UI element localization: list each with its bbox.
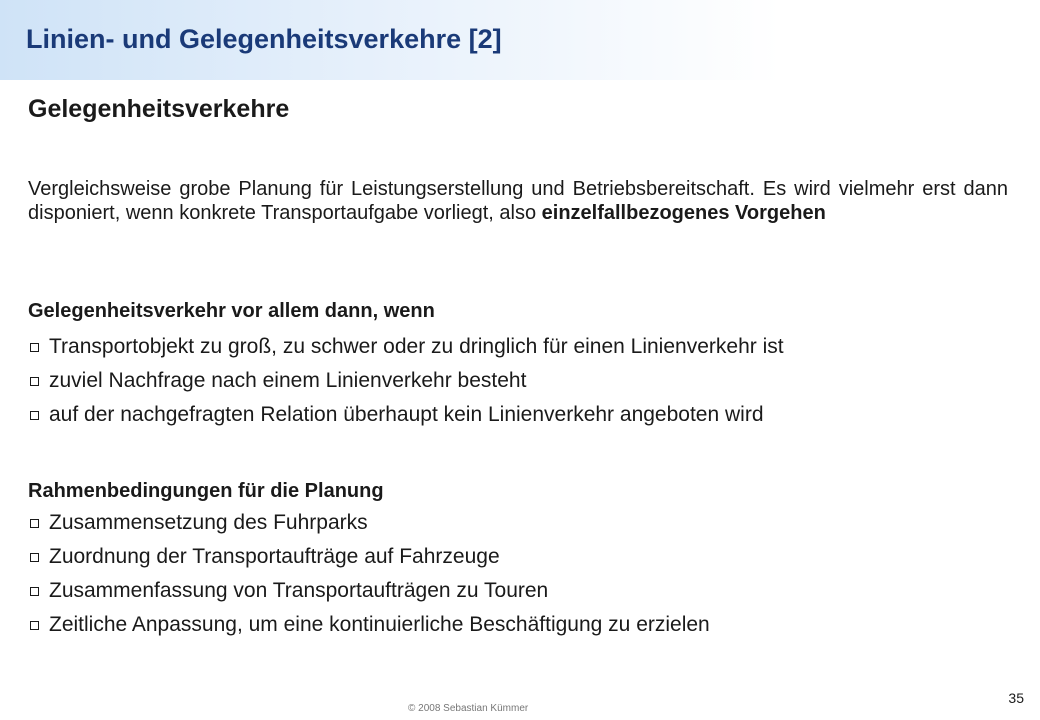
list-item [28, 330, 784, 364]
intro-paragraph-bold: einzelfallbezogenes Vorgehen [541, 202, 826, 224]
copyright-footer: © 2008 Sebastian Kümmer [408, 703, 529, 714]
bullet-list-conditions [28, 330, 784, 432]
group-heading-planning: Rahmenbedingungen für die Planung [28, 480, 384, 502]
checkbox-bullet-icon [30, 553, 39, 562]
list-item [28, 398, 784, 432]
checkbox-bullet-icon [30, 587, 39, 596]
section-heading: Gelegenheitsverkehre [28, 95, 290, 123]
list-item-text: Zuordnung der Transportaufträge auf Fahrzeuge [49, 545, 500, 568]
intro-paragraph [28, 177, 1008, 225]
checkbox-bullet-icon [30, 377, 39, 386]
list-item-text: Transportobjekt zu groß, zu schwer oder zu dringlich für einen Linienverkehr ist [49, 335, 784, 358]
page-number: 35 [1008, 690, 1024, 706]
list-item-text: zuviel Nachfrage nach einem Linienverkehr besteht [49, 369, 527, 392]
checkbox-bullet-icon [30, 519, 39, 528]
list-item [28, 364, 784, 398]
intro-paragraph-text: Vergleichsweise grobe Planung für Leistungserstellung und Betriebsbereitschaft. Es wird vielmehr erst dann disponiert, wenn konkrete Transportaufgabe vorliegt, also [28, 178, 1008, 224]
list-item [28, 574, 710, 608]
list-item-text: Zeitliche Anpassung, um eine kontinuierliche Beschäftigung zu erzielen [49, 613, 710, 636]
checkbox-bullet-icon [30, 621, 39, 630]
list-item [28, 540, 710, 574]
bullet-list-planning [28, 506, 710, 642]
list-item [28, 608, 710, 642]
list-item [28, 506, 710, 540]
checkbox-bullet-icon [30, 411, 39, 420]
group-heading-conditions: Gelegenheitsverkehr vor allem dann, wenn [28, 300, 435, 322]
checkbox-bullet-icon [30, 343, 39, 352]
list-item-text: Zusammensetzung des Fuhrparks [49, 511, 368, 534]
list-item-text: Zusammenfassung von Transportaufträgen zu Touren [49, 579, 549, 602]
list-item-text: auf der nachgefragten Relation überhaupt kein Linienverkehr angeboten wird [49, 403, 764, 426]
slide-title: Linien- und Gelegenheitsverkehre [2] [26, 24, 502, 54]
